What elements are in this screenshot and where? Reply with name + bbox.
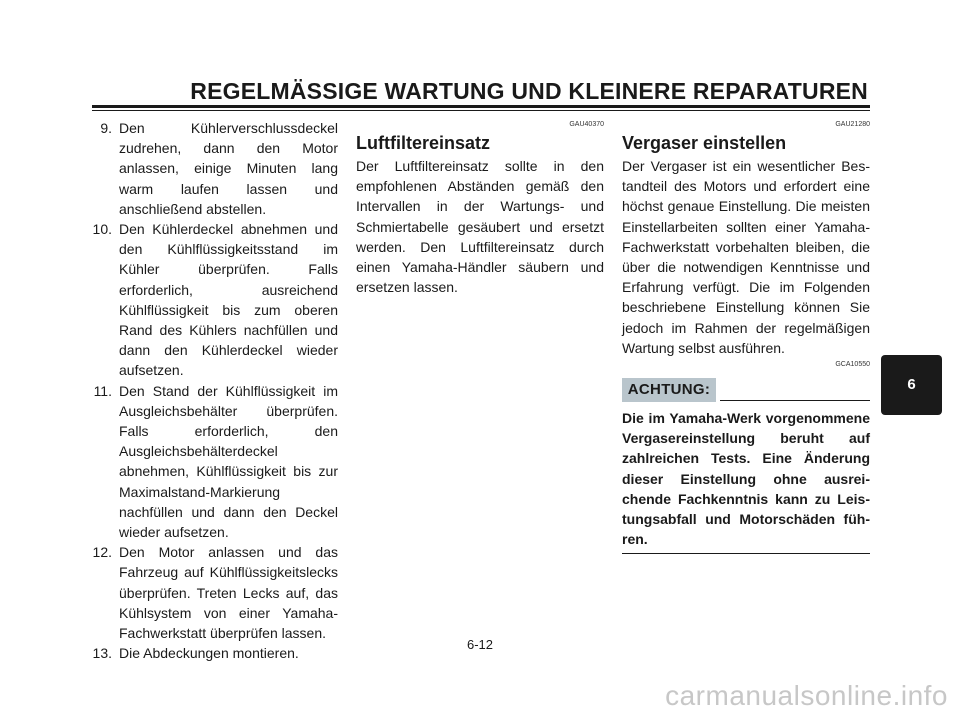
step-text: Den Kühlerdeckel abnehmen und den Kühlflüssigkeitsstand im Kühler überprüfen. Falls erforderlich, ausreichend Kühlflüssigkeit bis zum oberen Rand des Kühlers nachfüllen und dann den Kühlerdeckel wieder aufsetzen.	[119, 221, 338, 379]
step-item	[82, 219, 338, 381]
section-body: Der Vergaser ist ein wesentlicher Bestandteil des Motors und erfordert eine höchst genaue Einstellung. Die meisten Einstellarbeiten sollten einer Yamaha-Fachwerkstatt vorbehalten bleiben, die über die notwendigen Kenntnisse und Erfahrung verfügt. Die im Folgenden beschriebene Einstellung können Sie jedoch im Rahmen der regelmäßigen Wartung selbst ausführen.	[622, 158, 870, 356]
step-number: 11.	[93, 382, 112, 399]
chapter-tab[interactable]: 6	[881, 355, 942, 415]
step-number: 13.	[92, 645, 112, 662]
step-number: 10.	[92, 221, 112, 238]
column-right	[622, 118, 870, 554]
step-number: 9.	[100, 120, 112, 136]
section-title-carburetor: Vergaser einstellen	[622, 133, 787, 153]
caution-badge: ACHTUNG:	[622, 378, 716, 402]
section-body: Der Luftfiltereinsatz sollte in den empfohlenen Abständen gemäß den Intervallen in der Wartungs- und Schmiertabelle gesäubert und ersetzt werden. Den Luftfiltereinsatz durch einen Yamaha-Händler säubern und ersetzen lassen.	[356, 158, 604, 296]
caution-code: GCA10550	[835, 361, 870, 369]
step-item	[82, 118, 338, 219]
step-item	[82, 542, 338, 643]
step-text: Die Abdeckungen montieren.	[119, 645, 299, 662]
step-text: Den Stand der Kühlflüssigkeit im Ausgleichsbehälter überprüfen. Falls erforderlich, den Ausgleichsbehälterdeckel abnehmen, Kühlflüssigkeit bis zur Maximalstand-Markierung nachfüllen und dann den Deckel wieder aufsetzen.	[119, 382, 338, 541]
caution-text: Die im Yamaha-Werk vorgenommene Vergasereinstellung beruht auf zahlreichen Tests. Eine Änderung dieser Einstellung ohne ausreichende Fachkenntnis kann zu Leistungsabfall und Motorschäden führen.	[622, 410, 870, 548]
step-item	[82, 381, 338, 543]
section-code: GAU21280	[835, 121, 870, 128]
header-rule	[92, 105, 870, 108]
step-text: Den Motor anlassen und das Fahrzeug auf Kühlflüssigkeitslecks überprüfen. Treten Lecks auf, das Kühlsystem von einer Yamaha-Fachwerkstatt überprüfen lassen.	[119, 544, 338, 642]
step-list	[82, 118, 338, 663]
watermark: carmanualsonline.info	[665, 680, 948, 711]
caution-rule	[720, 400, 870, 401]
section-code: GAU40370	[569, 121, 604, 128]
step-text: Den Kühlerverschlussdeckel zudrehen, dann den Motor anlassen, einige Minuten lang warm laufen lassen und anschließend abstellen.	[119, 120, 338, 217]
column-left	[82, 118, 338, 663]
caution-end-rule	[622, 553, 870, 554]
header-rule-thin	[92, 110, 870, 111]
step-item	[82, 643, 338, 663]
caution-header	[622, 378, 870, 404]
step-number: 12.	[92, 544, 112, 561]
page-number: 6-12	[466, 637, 494, 652]
page-header-title: REGELMÄSSIGE WARTUNG UND KLEINERE REPARATUREN	[190, 78, 868, 104]
column-middle	[356, 118, 604, 297]
section-title-air-filter: Luftfiltereinsatz	[356, 133, 491, 153]
